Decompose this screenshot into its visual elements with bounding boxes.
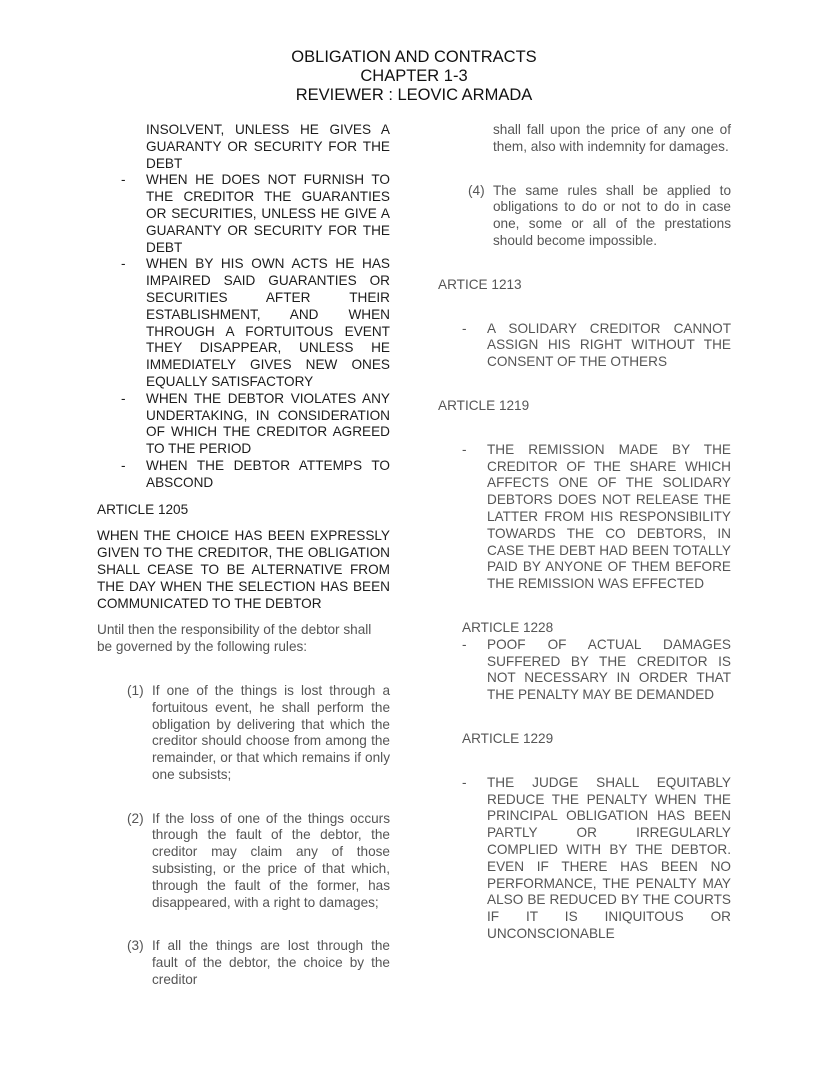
bullet-item	[97, 172, 390, 256]
dash-marker: -	[462, 441, 467, 457]
bullet-item	[97, 458, 390, 492]
bullet-item	[438, 775, 731, 943]
dash-marker: -	[462, 320, 467, 336]
bullet-item	[438, 321, 731, 371]
article-heading: ARTICE 1213	[438, 276, 522, 292]
bullet-text: WHEN THE DEBTOR VIOLATES ANY UNDERTAKING, IN CONSIDERATION OF WHICH THE CREDITOR AGREED TO THE PERIOD	[146, 390, 390, 457]
article-body: WHEN THE CHOICE HAS BEEN EXPRESSLY GIVEN TO THE CREDITOR, THE OBLIGATION SHALL CEASE TO BE ALTERNATIVE FROM THE DAY WHEN THE SELECTION HAS BEEN COMMUNICATED TO THE DEBTOR	[97, 528, 390, 611]
rule-item	[97, 938, 390, 988]
rule-text: If all the things are lost through the fault of the debtor, the choice by the creditor	[152, 938, 390, 988]
rule-number: (1)	[127, 682, 144, 698]
document-header	[0, 48, 828, 105]
rule-item	[97, 811, 390, 912]
rule-number: (4)	[468, 182, 485, 198]
article-heading: ARTICLE 1228	[462, 619, 554, 635]
article-heading: ARTICLE 1219	[438, 397, 530, 413]
right-column	[438, 122, 731, 943]
rule-item	[438, 183, 731, 250]
article-heading: ARTICLE 1229	[462, 730, 554, 746]
dash-marker: -	[121, 457, 126, 473]
bullet-item	[438, 637, 731, 704]
rule-number: (2)	[127, 810, 144, 826]
chapter-label: CHAPTER 1-3	[360, 67, 468, 85]
dash-marker: -	[462, 774, 467, 790]
dash-marker: -	[121, 256, 126, 272]
bullet-text: WHEN THE DEBTOR ATTEMPS TO ABSCOND	[146, 457, 390, 490]
rule-text: If one of the things is lost through a fortuitous event, he shall perform the obligation by delivering that which the creditor should choose from among the remainder, or that which remains if only one subsists;	[152, 682, 390, 782]
dash-marker: -	[462, 636, 467, 652]
rule-text: The same rules shall be applied to obligations to do or not to do in case one, some or all of the prestations should become impossible.	[493, 182, 731, 248]
bullet-text: THE REMISSION MADE BY THE CREDITOR OF THE SHARE WHICH AFFECTS ONE OF THE SOLIDARY DEBTORS DOES NOT RELEASE THE LATTER FROM HIS RESPONSIBILITY TOWARDS THE CO DEBTORS, IN CASE THE DEBT HAD BEEN TOTALLY PAID BY ANYONE OF THEM BEFORE THE REMISSION WAS EFFECTED	[487, 441, 731, 592]
reviewer-label: REVIEWER : LEOVIC ARMADA	[295, 86, 533, 104]
bullet-text: WHEN BY HIS OWN ACTS HE HAS IMPAIRED SAID GUARANTIES OR SECURITIES AFTER THEIR ESTABLISHMENT, AND WHEN THROUGH A FORTUITOUS EVENT THEY DISAPPEAR, UNLESS HE IMMEDIATELY GIVES NEW ONES EQUALLY SATISFACTORY	[146, 256, 390, 389]
rules-intro: Until then the responsibility of the debtor shall be governed by the following rules:	[97, 622, 372, 655]
bullet-text: THE JUDGE SHALL EQUITABLY REDUCE THE PENALTY WHEN THE PRINCIPAL OBLIGATION HAS BEEN PARTLY OR IRREGULARLY COMPLIED WITH BY THE DEBTOR. EVEN IF THERE HAS BEEN NO PERFORMANCE, THE PENALTY MAY ALSO BE REDUCED BY THE COURTS IF IT IS INIQUITOUS OR UNCONSCIONABLE	[487, 774, 731, 941]
document-title: OBLIGATION AND CONTRACTS	[291, 48, 537, 66]
bullet-text: POOF OF ACTUAL DAMAGES SUFFERED BY THE CREDITOR IS NOT NECESSARY IN ORDER THAT THE PENALTY MAY BE DEMANDED	[487, 636, 731, 703]
left-column	[97, 122, 390, 989]
bullet-text: A SOLIDARY CREDITOR CANNOT ASSIGN HIS RIGHT WITHOUT THE CONSENT OF THE OTHERS	[487, 320, 731, 370]
bullet-item	[438, 442, 731, 593]
bullet-item	[97, 391, 390, 458]
rule-text: If the loss of one of the things occurs through the fault of the debtor, the creditor may claim any of those subsisting, or the price of that which, through the fault of the former, has disappeared, with a right to damages;	[152, 810, 390, 910]
rule-item	[97, 683, 390, 784]
bullet-item	[97, 256, 390, 390]
dash-marker: -	[121, 390, 126, 406]
rule-number: (3)	[127, 938, 144, 954]
bullet-text: WHEN HE DOES NOT FURNISH TO THE CREDITOR THE GUARANTIES OR SECURITIES, UNLESS HE GIVE A GUARANTY OR SECURITY FOR THE DEBT	[146, 172, 390, 255]
article-heading: ARTICLE 1205	[97, 501, 189, 517]
dash-marker: -	[121, 172, 126, 188]
rule-continued-text: shall fall upon the price of any one of them, also with indemnity for damages.	[493, 122, 731, 154]
continued-text: INSOLVENT, UNLESS HE GIVES A GUARANTY OR SECURITY FOR THE DEBT	[146, 122, 390, 171]
